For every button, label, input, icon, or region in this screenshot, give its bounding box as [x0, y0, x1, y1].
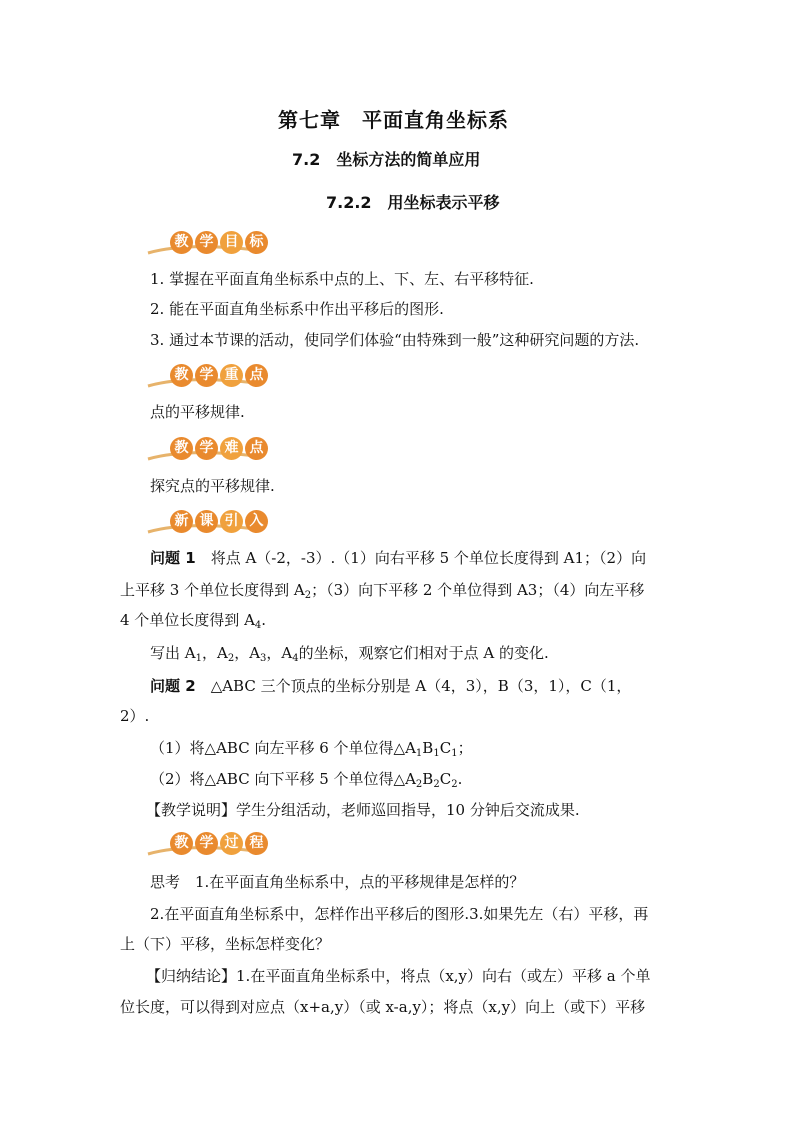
key-point-text: 点的平移规律. — [150, 403, 245, 421]
difficulty-text: 探究点的平移规律. — [150, 477, 275, 495]
badge-teaching-goals — [146, 231, 264, 257]
text-span: B — [422, 770, 434, 788]
text-span: （2）将△ABC 向下平移 5 个单位得△A — [150, 770, 416, 788]
badge-char: 课 — [195, 510, 218, 533]
badge-difficulties — [146, 437, 264, 463]
question-1-line-3: 4 个单位长度得到 $A_4$. — [120, 611, 267, 631]
badge-char: 入 — [245, 510, 268, 533]
conclusion-line-1 — [146, 966, 706, 986]
goal-item: 3. 通过本节课的活动，使同学们体验“由特殊到一般”这种研究问题的方法. — [150, 331, 640, 349]
badge-char: 标 — [245, 231, 268, 254]
badge-char: 教 — [170, 364, 193, 387]
question-1-label: 问题 1 — [150, 549, 196, 567]
goal-item: 2. 能在平面直角坐标系中作出平移后的图形. — [150, 300, 444, 318]
text-span: ，A — [234, 644, 261, 662]
question-2-item-1: （1）将△ABC 向左平移 6 个单位得$\triangle A_1B_1C_1$； — [150, 739, 473, 759]
badge-char: 目 — [220, 231, 243, 254]
badge-char: 学 — [195, 437, 218, 460]
question-2-text: △ABC 三个顶点的坐标分别是 A（4，3），B（3，1），C（1， — [210, 677, 632, 695]
question-2-item-2: （2）将△ABC 向下平移 5 个单位得$\triangle A_2B_2C_2$. — [150, 770, 463, 790]
text-span: ，A — [266, 644, 293, 662]
text-span: C — [439, 770, 452, 788]
text-span: C — [439, 739, 452, 757]
teaching-note: 【教学说明】学生分组活动，老师巡回指导，10 分钟后交流成果. — [146, 801, 580, 819]
badge-char: 难 — [220, 437, 243, 460]
badge-new-lesson-intro — [146, 510, 264, 536]
badge-teaching-process — [146, 832, 264, 858]
think-line-2: 2.在平面直角坐标系中，怎样作出平移后的图形.3.如果先左（右）平移，再 — [150, 905, 649, 923]
question-2-line-2: 2）. — [120, 707, 150, 725]
text-span: （1）将△ABC 向左平移 6 个单位得△A — [150, 739, 416, 757]
section-title: 7.2 坐标方法的简单应用 — [292, 150, 481, 169]
badge-char: 引 — [220, 510, 243, 533]
badge-char: 学 — [195, 832, 218, 855]
badge-char: 教 — [170, 832, 193, 855]
question-2-label: 问题 2 — [150, 677, 196, 695]
badge-char: 点 — [245, 364, 268, 387]
think-line-3: 上（下）平移，坐标怎样变化？ — [120, 935, 331, 953]
text-span: . — [261, 611, 267, 629]
text-span: 上平移 3 个单位长度得到 A — [120, 581, 305, 599]
text-span: 4 个单位长度得到 A — [120, 611, 255, 629]
think-line-1: 思考 1.在平面直角坐标系中，点的平移规律是怎样的？ — [150, 873, 525, 891]
badge-char: 过 — [220, 832, 243, 855]
badge-char: 重 — [220, 364, 243, 387]
subsection-title: 7.2.2 用坐标表示平移 — [326, 193, 500, 212]
chapter-title: 第七章 平面直角坐标系 — [278, 108, 509, 132]
question-1-line-1 — [150, 548, 710, 568]
question-1-line-2: 上平移 3 个单位长度得到 $A_2$；（3）向下平移 2 个单位得到 A3；（4）向左平移 — [120, 581, 645, 601]
badge-char: 程 — [245, 832, 268, 855]
text-span: B — [422, 739, 434, 757]
badge-char: 学 — [195, 231, 218, 254]
question-2-line-1 — [150, 676, 710, 696]
goal-item: 1. 掌握在平面直角坐标系中点的上、下、左、右平移特征. — [150, 270, 534, 288]
text-span: 1.在平面直角坐标系中，将点（x,y）向右（或左）平移 a 个单 — [236, 967, 651, 985]
badge-char: 学 — [195, 364, 218, 387]
text-span: . — [457, 770, 463, 788]
badge-char: 教 — [170, 437, 193, 460]
question-1-write: 写出 $A_1$，$A_2$，$A_3$，$A_4$的坐标，观察它们相对于点 A 的变化. — [150, 644, 549, 664]
conclusion-label: 【归纳结论】 — [146, 967, 237, 985]
badge-key-points — [146, 364, 264, 390]
text-span: ；（3）向下平移 2 个单位得到 A3；（4）向左平移 — [311, 581, 645, 599]
question-1-text: 将点 A（-2，-3）.（1）向右平移 5 个单位长度得到 A1；（2）向 — [210, 549, 647, 567]
text-span: 写出 A — [150, 644, 196, 662]
badge-char: 教 — [170, 231, 193, 254]
badge-char: 点 — [245, 437, 268, 460]
conclusion-line-2: 位长度，可以得到对应点（x+a,y）（或 x-a,y）；将点（x,y）向上（或下）平移 — [120, 998, 646, 1016]
text-span: 的坐标，观察它们相对于点 A 的变化. — [298, 644, 549, 662]
text-span: ，A — [201, 644, 228, 662]
badge-char: 新 — [170, 510, 193, 533]
text-span: ； — [457, 739, 473, 757]
